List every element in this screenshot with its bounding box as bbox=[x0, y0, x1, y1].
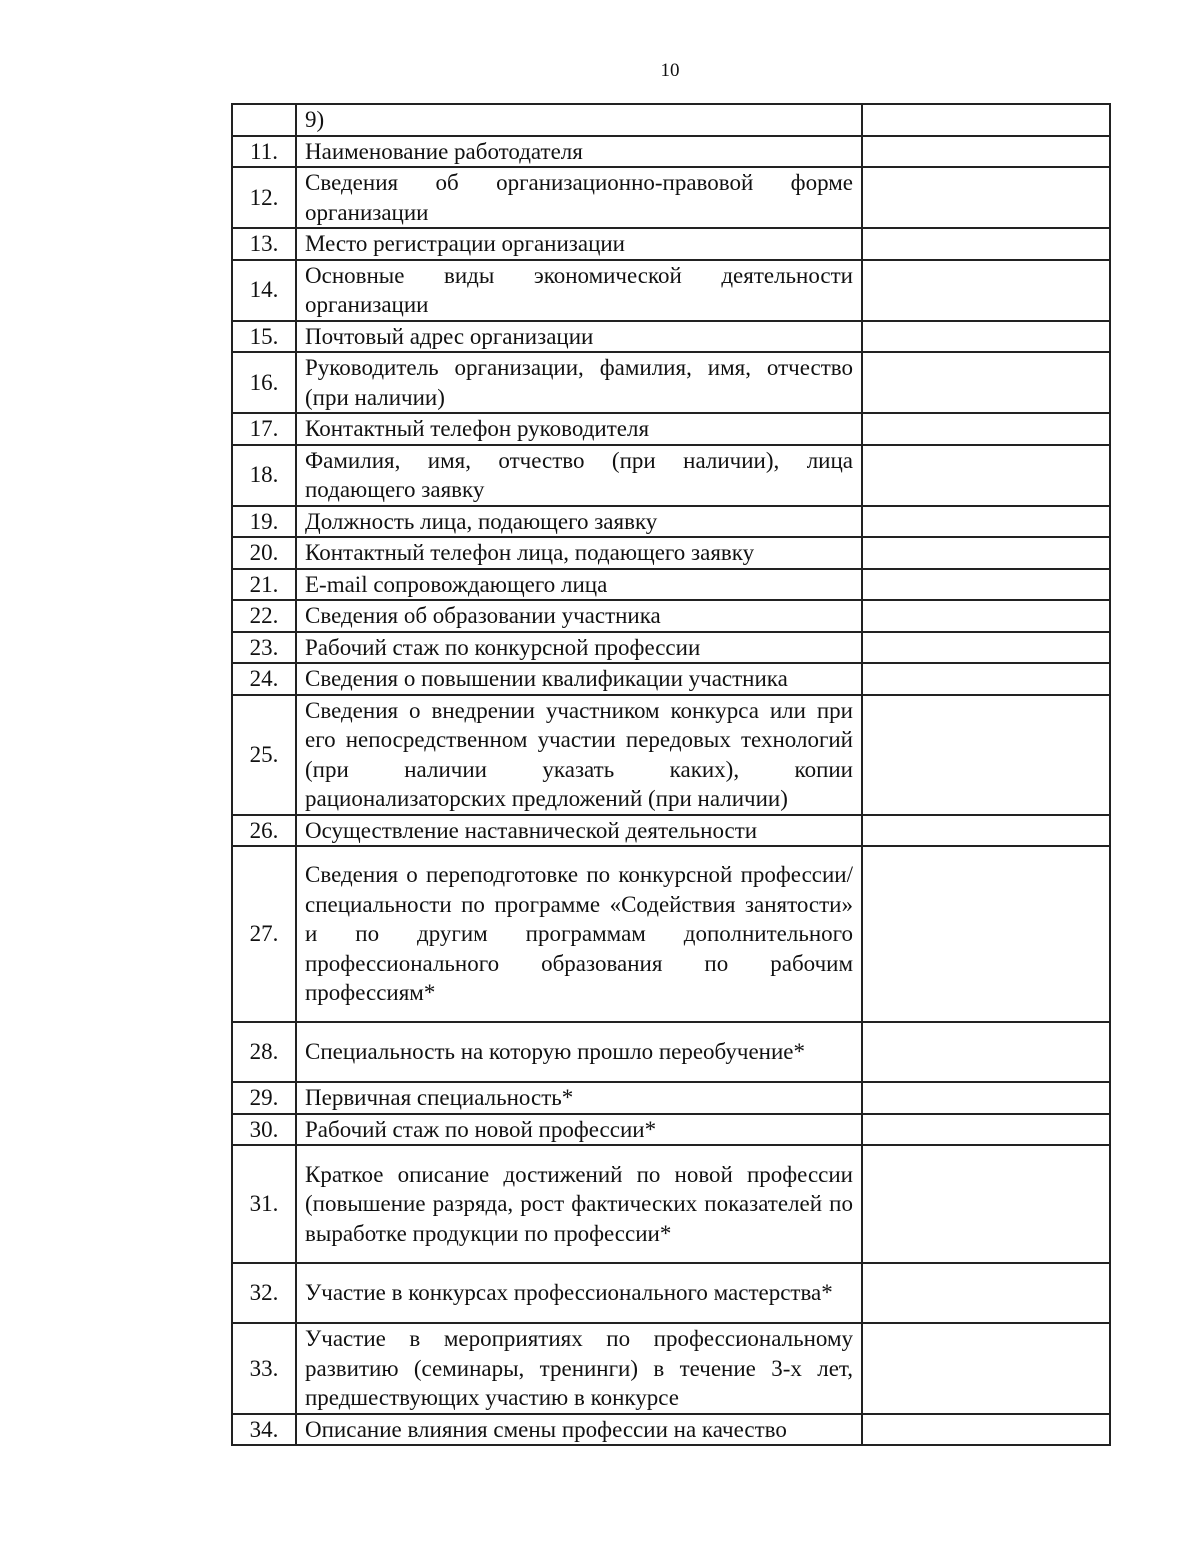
row-number: 34. bbox=[232, 1414, 296, 1446]
table-row bbox=[232, 569, 1110, 601]
row-number: 22. bbox=[232, 600, 296, 632]
table-row bbox=[232, 1114, 1110, 1146]
answer-cell bbox=[862, 321, 1110, 353]
answer-cell bbox=[862, 1263, 1110, 1323]
table-row bbox=[232, 1323, 1110, 1414]
table-row bbox=[232, 506, 1110, 538]
answer-cell bbox=[862, 1114, 1110, 1146]
table-row bbox=[232, 663, 1110, 695]
row-label: Описание влияния смены профессии на качество bbox=[296, 1414, 862, 1446]
table-row bbox=[232, 695, 1110, 815]
row-number: 26. bbox=[232, 815, 296, 847]
table-row bbox=[232, 136, 1110, 168]
table-row bbox=[232, 1263, 1110, 1323]
row-number: 13. bbox=[232, 228, 296, 260]
table-row bbox=[232, 321, 1110, 353]
row-number: 16. bbox=[232, 352, 296, 413]
row-label: Контактный телефон лица, подающего заявку bbox=[296, 537, 862, 569]
row-number: 32. bbox=[232, 1263, 296, 1323]
row-label: Сведения об организационно-правовой форме организации bbox=[296, 167, 862, 228]
row-label: Рабочий стаж по конкурсной профессии bbox=[296, 632, 862, 664]
table-row bbox=[232, 632, 1110, 664]
row-number: 23. bbox=[232, 632, 296, 664]
table-row bbox=[232, 260, 1110, 321]
page-number: 10 bbox=[660, 60, 680, 81]
row-number bbox=[232, 104, 296, 136]
table-row bbox=[232, 1145, 1110, 1263]
row-number: 25. bbox=[232, 695, 296, 815]
answer-cell bbox=[862, 413, 1110, 445]
answer-cell bbox=[862, 632, 1110, 664]
row-label: Первичная специальность* bbox=[296, 1082, 862, 1114]
table-row bbox=[232, 815, 1110, 847]
answer-cell bbox=[862, 1145, 1110, 1263]
table-row bbox=[232, 537, 1110, 569]
table-row bbox=[232, 413, 1110, 445]
answer-cell bbox=[862, 1323, 1110, 1414]
table-row bbox=[232, 445, 1110, 506]
table-row bbox=[232, 846, 1110, 1022]
row-label: Основные виды экономической деятельности организации bbox=[296, 260, 862, 321]
row-label: Место регистрации организации bbox=[296, 228, 862, 260]
answer-cell bbox=[862, 569, 1110, 601]
row-label: Сведения о переподготовке по конкурсной профессии/ специальности по программе «Содействия занятости» и по другим программам дополнительного профессионального образования по рабочим профессиям* bbox=[296, 846, 862, 1022]
answer-cell bbox=[862, 537, 1110, 569]
answer-cell bbox=[862, 260, 1110, 321]
answer-cell bbox=[862, 352, 1110, 413]
table-row bbox=[232, 228, 1110, 260]
row-label: Фамилия, имя, отчество (при наличии), лица подающего заявку bbox=[296, 445, 862, 506]
answer-cell bbox=[862, 445, 1110, 506]
row-label: Контактный телефон руководителя bbox=[296, 413, 862, 445]
row-number: 33. bbox=[232, 1323, 296, 1414]
row-number: 17. bbox=[232, 413, 296, 445]
row-label: Краткое описание достижений по новой профессии (повышение разряда, рост фактических показателей по выработке продукции по профессии* bbox=[296, 1145, 862, 1263]
row-label: Участие в конкурсах профессионального мастерства* bbox=[296, 1263, 862, 1323]
row-label: 9) bbox=[296, 104, 862, 136]
table-row bbox=[232, 352, 1110, 413]
answer-cell bbox=[862, 815, 1110, 847]
row-label: Осуществление наставнической деятельности bbox=[296, 815, 862, 847]
row-number: 27. bbox=[232, 846, 296, 1022]
row-label: Рабочий стаж по новой профессии* bbox=[296, 1114, 862, 1146]
row-number: 30. bbox=[232, 1114, 296, 1146]
answer-cell bbox=[862, 136, 1110, 168]
row-number: 18. bbox=[232, 445, 296, 506]
application-form-table bbox=[231, 103, 1111, 1446]
table-row bbox=[232, 104, 1110, 136]
row-number: 28. bbox=[232, 1022, 296, 1082]
row-label: Почтовый адрес организации bbox=[296, 321, 862, 353]
answer-cell bbox=[862, 846, 1110, 1022]
answer-cell bbox=[862, 695, 1110, 815]
row-number: 11. bbox=[232, 136, 296, 168]
row-number: 19. bbox=[232, 506, 296, 538]
table-row bbox=[232, 1414, 1110, 1446]
row-number: 24. bbox=[232, 663, 296, 695]
answer-cell bbox=[862, 167, 1110, 228]
answer-cell bbox=[862, 1414, 1110, 1446]
row-label: Должность лица, подающего заявку bbox=[296, 506, 862, 538]
row-label: Сведения о внедрении участником конкурса или при его непосредственном участии передовых технологий (при наличии указать каких), копии рационализаторских предложений (при наличии) bbox=[296, 695, 862, 815]
table-row bbox=[232, 167, 1110, 228]
table-row bbox=[232, 1022, 1110, 1082]
row-label: Участие в мероприятиях по профессиональному развитию (семинары, тренинги) в течение 3-х лет, предшествующих участию в конкурсе bbox=[296, 1323, 862, 1414]
row-label: Наименование работодателя bbox=[296, 136, 862, 168]
row-label: Руководитель организации, фамилия, имя, отчество (при наличии) bbox=[296, 352, 862, 413]
answer-cell bbox=[862, 663, 1110, 695]
table-row bbox=[232, 1082, 1110, 1114]
row-number: 14. bbox=[232, 260, 296, 321]
row-number: 31. bbox=[232, 1145, 296, 1263]
row-number: 12. bbox=[232, 167, 296, 228]
row-label: Сведения о повышении квалификации участника bbox=[296, 663, 862, 695]
row-number: 29. bbox=[232, 1082, 296, 1114]
row-label: E-mail сопровождающего лица bbox=[296, 569, 862, 601]
answer-cell bbox=[862, 1082, 1110, 1114]
row-number: 15. bbox=[232, 321, 296, 353]
answer-cell bbox=[862, 228, 1110, 260]
row-label: Сведения об образовании участника bbox=[296, 600, 862, 632]
row-number: 20. bbox=[232, 537, 296, 569]
answer-cell bbox=[862, 104, 1110, 136]
answer-cell bbox=[862, 600, 1110, 632]
row-number: 21. bbox=[232, 569, 296, 601]
answer-cell bbox=[862, 1022, 1110, 1082]
table-row bbox=[232, 600, 1110, 632]
row-label: Специальность на которую прошло переобучение* bbox=[296, 1022, 862, 1082]
answer-cell bbox=[862, 506, 1110, 538]
